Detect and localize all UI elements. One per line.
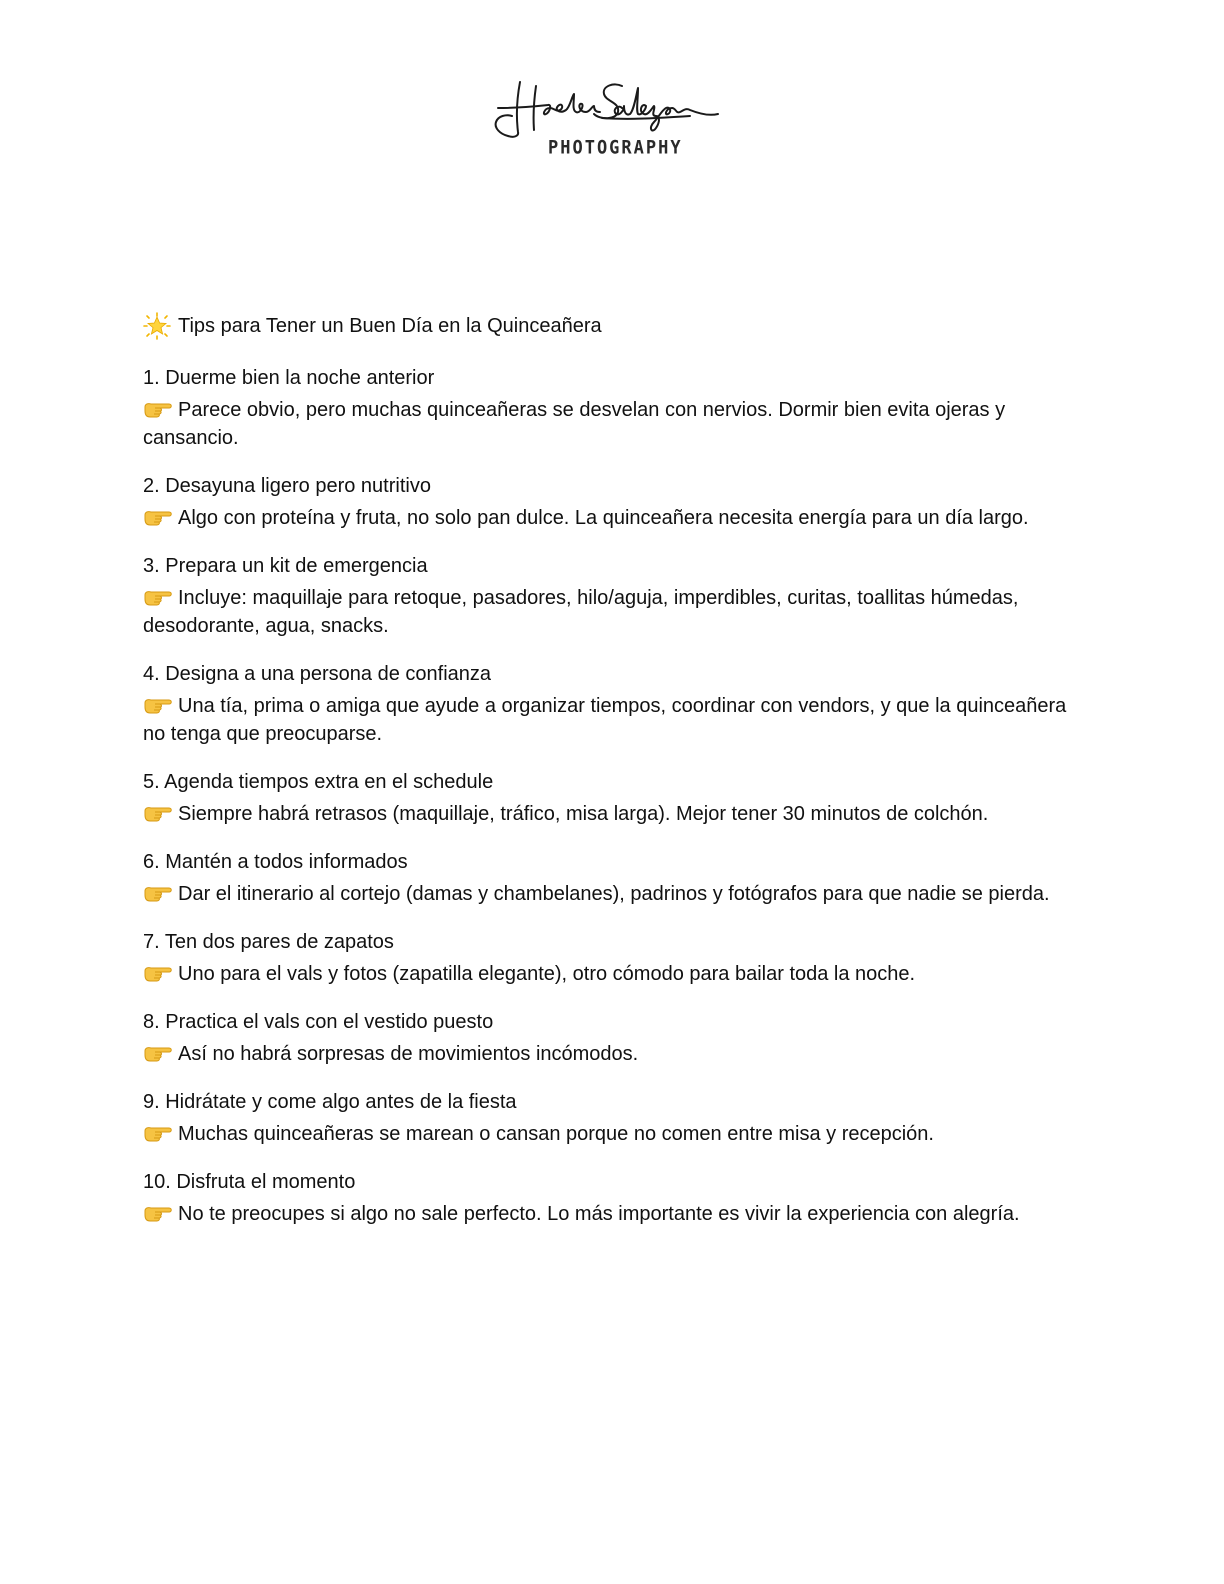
pointing-hand-icon [143,1203,173,1223]
tip-body [143,800,1078,828]
tip-body-text: Siempre habrá retrasos (maquillaje, tráfico, misa larga). Mejor tener 30 minutos de colchón. [178,803,989,825]
tip-item [143,848,1078,908]
pointing-hand-icon [143,587,173,607]
tip-body [143,880,1078,908]
tip-body-text: No te preocupes si algo no sale perfecto. Lo más importante es vivir la experiencia con alegría. [178,1203,1020,1225]
tip-body [143,692,1078,748]
tip-body [143,1040,1078,1068]
glowing-star-icon [143,312,171,340]
tip-heading: 4. Designa a una persona de confianza [143,663,492,685]
tip-item [143,768,1078,828]
tip-body [143,1200,1078,1228]
pointing-hand-icon [143,695,173,715]
pointing-hand-icon [143,803,173,823]
tips-list [143,364,1078,1228]
tip-item [143,660,1078,748]
pointing-hand-icon [143,883,173,903]
tip-item [143,364,1078,452]
tip-item [143,552,1078,640]
tip-body [143,1120,1078,1148]
brand-logo [490,78,722,164]
tip-body-text: Uno para el vals y fotos (zapatilla elegante), otro cómodo para bailar toda la noche. [178,963,916,985]
tip-heading: 7. Ten dos pares de zapatos [143,931,394,953]
tip-item [143,928,1078,988]
tip-body [143,396,1078,452]
tip-body-text: Muchas quinceañeras se marean o cansan porque no comen entre misa y recepción. [178,1123,934,1145]
tip-body-text: Así no habrá sorpresas de movimientos incómodos. [178,1043,639,1065]
tip-body [143,584,1078,640]
pointing-hand-icon [143,1043,173,1063]
tip-item [143,1008,1078,1068]
document-title-text: Tips para Tener un Buen Día en la Quinceañera [178,315,602,337]
pointing-hand-icon [143,399,173,419]
tip-body-text: Algo con proteína y fruta, no solo pan dulce. La quinceañera necesita energía para un día largo. [178,507,1029,529]
tip-heading: 5. Agenda tiempos extra en el schedule [143,771,494,793]
tip-heading: 9. Hidrátate y come algo antes de la fiesta [143,1091,517,1113]
document-title [143,312,1078,340]
pointing-hand-icon [143,1123,173,1143]
tip-heading: 10. Disfruta el momento [143,1171,356,1193]
logo-subtitle: PHOTOGRAPHY [548,137,683,159]
tip-body-text: Incluye: maquillaje para retoque, pasadores, hilo/aguja, imperdibles, curitas, toallitas húmedas, desodorante, agua, snacks. [143,587,1019,637]
tip-item [143,472,1078,532]
tip-body-text: Parece obvio, pero muchas quinceañeras se desvelan con nervios. Dormir bien evita ojeras y cansancio. [143,399,1006,449]
pointing-hand-icon [143,507,173,527]
tip-heading: 6. Mantén a todos informados [143,851,408,873]
tip-body [143,504,1078,532]
tip-body-text: Dar el itinerario al cortejo (damas y chambelanes), padrinos y fotógrafos para que nadie se pierda. [178,883,1050,905]
tip-item [143,1168,1078,1228]
tip-heading: 3. Prepara un kit de emergencia [143,555,428,577]
signature-logo-graphic [490,78,722,140]
tip-heading: 1. Duerme bien la noche anterior [143,367,435,389]
tip-item [143,1088,1078,1148]
tip-heading: 2. Desayuna ligero pero nutritivo [143,475,431,497]
pointing-hand-icon [143,963,173,983]
tip-body-text: Una tía, prima o amiga que ayude a organizar tiempos, coordinar con vendors, y que la quinceañera no tenga que preocuparse. [143,695,1067,745]
tip-heading: 8. Practica el vals con el vestido puesto [143,1011,494,1033]
tips-document [143,312,1078,1248]
tip-body [143,960,1078,988]
